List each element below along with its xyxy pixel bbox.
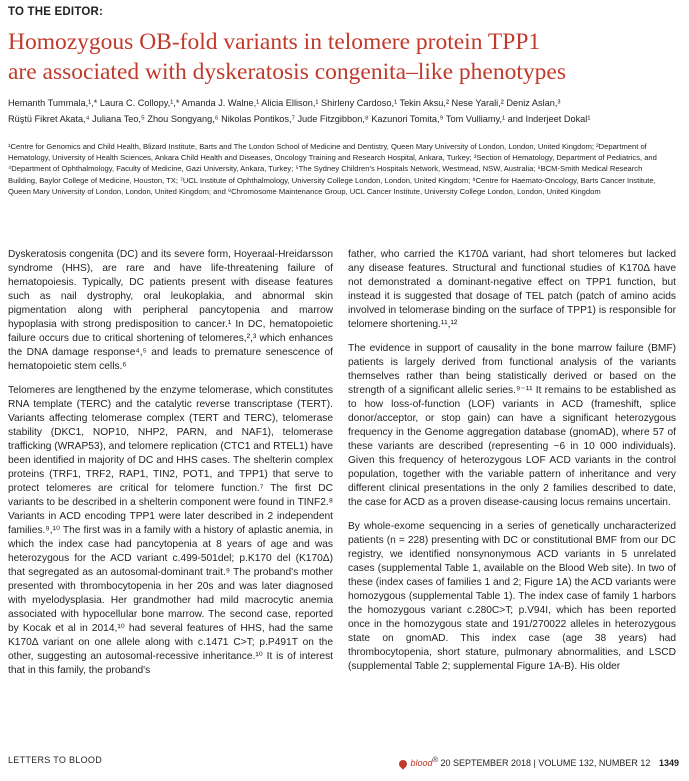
footer-section: LETTERS TO BLOOD <box>8 755 102 765</box>
body-paragraph: Telomeres are lengthened by the enzyme telomerase, which constitutes RNA template (TERC) and the catalytic reverse transcriptase (TERT). Variants affecting telomerase complex (TERT and TERC), telomerase stability (DKC1, NOP10, NHP2, PARN, and NAF1), telomerase trafficking (WRAP53), and telomere replication (CTC1 and RTEL1) have been identified in majority of DC and HHS cases. The shelterin complex proteins (TRF1, TRF2, RAP1, TIN2, POT1, and TPP1) that serve to protect telomeres are critical for telomere function.⁷ The first DC variants to be described in a shelterin component were found in TINF2.⁸ Variants in ACD encoding TPP1 were later described in 2 independent families.⁹,¹⁰ The first was in a family with a history of aplastic anemia, in which the index case had pancytopenia at 8 years of age and was heterozygous for the ACD variant c.499-501del; p.K170 del (K170Δ) that segregated as an autosomal-dominant trait.⁹ The proband's mother presented with thrombocytopenia in her 20s and was later diagnosed with myelodysplasia. Her grandmother had mild macrocytic anemia associated with hypocellular bone marrow. The second case, reported by Kocak et al in 2014,¹⁰ had several features of HHS, had the same K170Δ variant on one allele along with c.1471 C>T; p.P491T on the other, suggesting an autosomal-recessive inheritance.¹⁰ It is of interest that in this family, the proband's <box>8 385 333 676</box>
body-paragraph: The evidence in support of causality in the bone marrow failure (BMF) patients is largely derived from functional analysis of the variants themselves rather than being statistically derived or based on the strength of a significant allelic series.⁹⁻¹¹ It remains to be established as to how loss-of-function (LOF) variants in ACD (frameshift, splice donor/acceptor, or stop gain) can have a significant heterozygous frequency in the Genome aggregation database (gnomAD), where 57 of these variants are described (representing ~6 in 10 000 individuals). Given this frequency of heterozygous LOF ACD variants in the control population, together with the variable pattern of inheritance and very different clinical presentations in the only 2 families described to date, the case for ACD as a proven disease-causing locus remains uncertain. <box>348 343 676 508</box>
affiliations: ¹Centre for Genomics and Child Health, Blizard Institute, Barts and The London School of Medicine and Dentistry, Queen Mary University of London, London, United Kingdom; ²Department of Hematology, University of Health Sciences, Ankara Child Health and Diseases, Oncology Training and Research Hospital, Ankara, Turkey; ³Section of Hematology, Department of Pediatrics, and ⁴Department of Ophthalmology, Faculty of Medicine, Gazi University, Ankara, Turkey; ⁵The Sydney Children's Hospitals Network, Westmead, NSW, Australia; ⁶BCM-Smith Medical Research Building, Baylor College of Medicine, Houston, TX; ⁷UCL Institute of Ophthalmology, University College London, London, United Kingdom; ⁸Centre for Haemato-Oncology, Barts Cancer Institute, Queen Mary University of London, London, United Kingdom; and ⁹Chromosome Maintenance Group, UCL Cancer Institute, University College London, London, United Kingdom <box>8 142 657 196</box>
author-line: Hemanth Tummala,¹,* Laura C. Collopy,¹,* Amanda J. Walne,¹ Alicia Ellison,¹ Shirleny Cardoso,¹ Tekin Aksu,² Nese Yarali,² Deniz Aslan,³ <box>8 98 561 108</box>
registered-mark: ® <box>432 755 438 764</box>
left-column <box>8 248 333 688</box>
page-footer <box>8 755 679 771</box>
issue-info: 20 SEPTEMBER 2018 | VOLUME 132, NUMBER 12 <box>440 758 651 768</box>
article-title <box>8 27 683 87</box>
section-label: TO THE EDITOR: <box>8 6 104 18</box>
author-line: Rüştü Fikret Akata,⁴ Juliana Teo,⁵ Zhou Songyang,⁶ Nikolas Pontikos,⁷ Jude Fitzgibbon,⁸ Kazunori Tomita,⁹ Tom Vulliamy,¹ and Inderjeet Dokal¹ <box>8 114 591 124</box>
title-line: Homozygous OB-fold variants in telomere protein TPP1 <box>8 29 541 55</box>
author-list <box>8 95 683 127</box>
title-line: are associated with dyskeratosis congenita–like phenotypes <box>8 59 566 85</box>
blood-drop-icon <box>398 758 409 769</box>
body-paragraph: Dyskeratosis congenita (DC) and its severe form, Hoyeraal-Hreidarsson syndrome (HHS), are rare and have life-threatening failure of hematopoiesis. Typically, DC patients present with disease features such as nail dystrophy, oral leukoplakia, and abnormal skin pigmentation along with peripheral pancytopenia and marrow hypoplasia with strong predisposition to cancer.¹ In DC, hematopoietic failure occurs due to critical shortening of telomeres,²,³ which enhances the DNA damage response⁴,⁵ and leads to premature senescence of hematopoietic stem cells.⁶ <box>8 249 333 372</box>
page-number: 1349 <box>658 758 679 768</box>
right-column <box>348 248 676 684</box>
body-paragraph: father, who carried the K170Δ variant, had short telomeres but lacked any disease features. Structural and functional studies of K170Δ have not demonstrated a dominant-negative effect on TPP1 function, but instead it is suggested that dosage of TEL patch (patch of amino acids involved in telomerase binding on the surface of TPP1) is responsible for telomere shortening.¹¹,¹² <box>348 249 676 330</box>
body-paragraph: By whole-exome sequencing in a series of genetically uncharacterized patients (n = 228) presenting with DC or constitutional BMF from our DC registry, we identified nonsynonymous ACD variants in 5 unrelated cases (supplemental Table 1, available on the Blood Web site). In two of these (index cases of families 1 and 2; Figure 1A) the ACD variants were homozygous (supplemental Table 1). The index case of family 1 harbors the homozygous variant c.280C>T; p.V94I, which has been reported once in the homozygous state and 191/270022 alleles in heterozygous state on gnomAD. This index case (age 38 years) had thrombocytopenia, short stature, pulmonary abnormalities, and LSCD (supplemental Table 2; supplemental Figure 1A-B). His older <box>348 521 676 672</box>
journal-name: blood <box>410 758 433 768</box>
footer-citation <box>399 755 679 768</box>
